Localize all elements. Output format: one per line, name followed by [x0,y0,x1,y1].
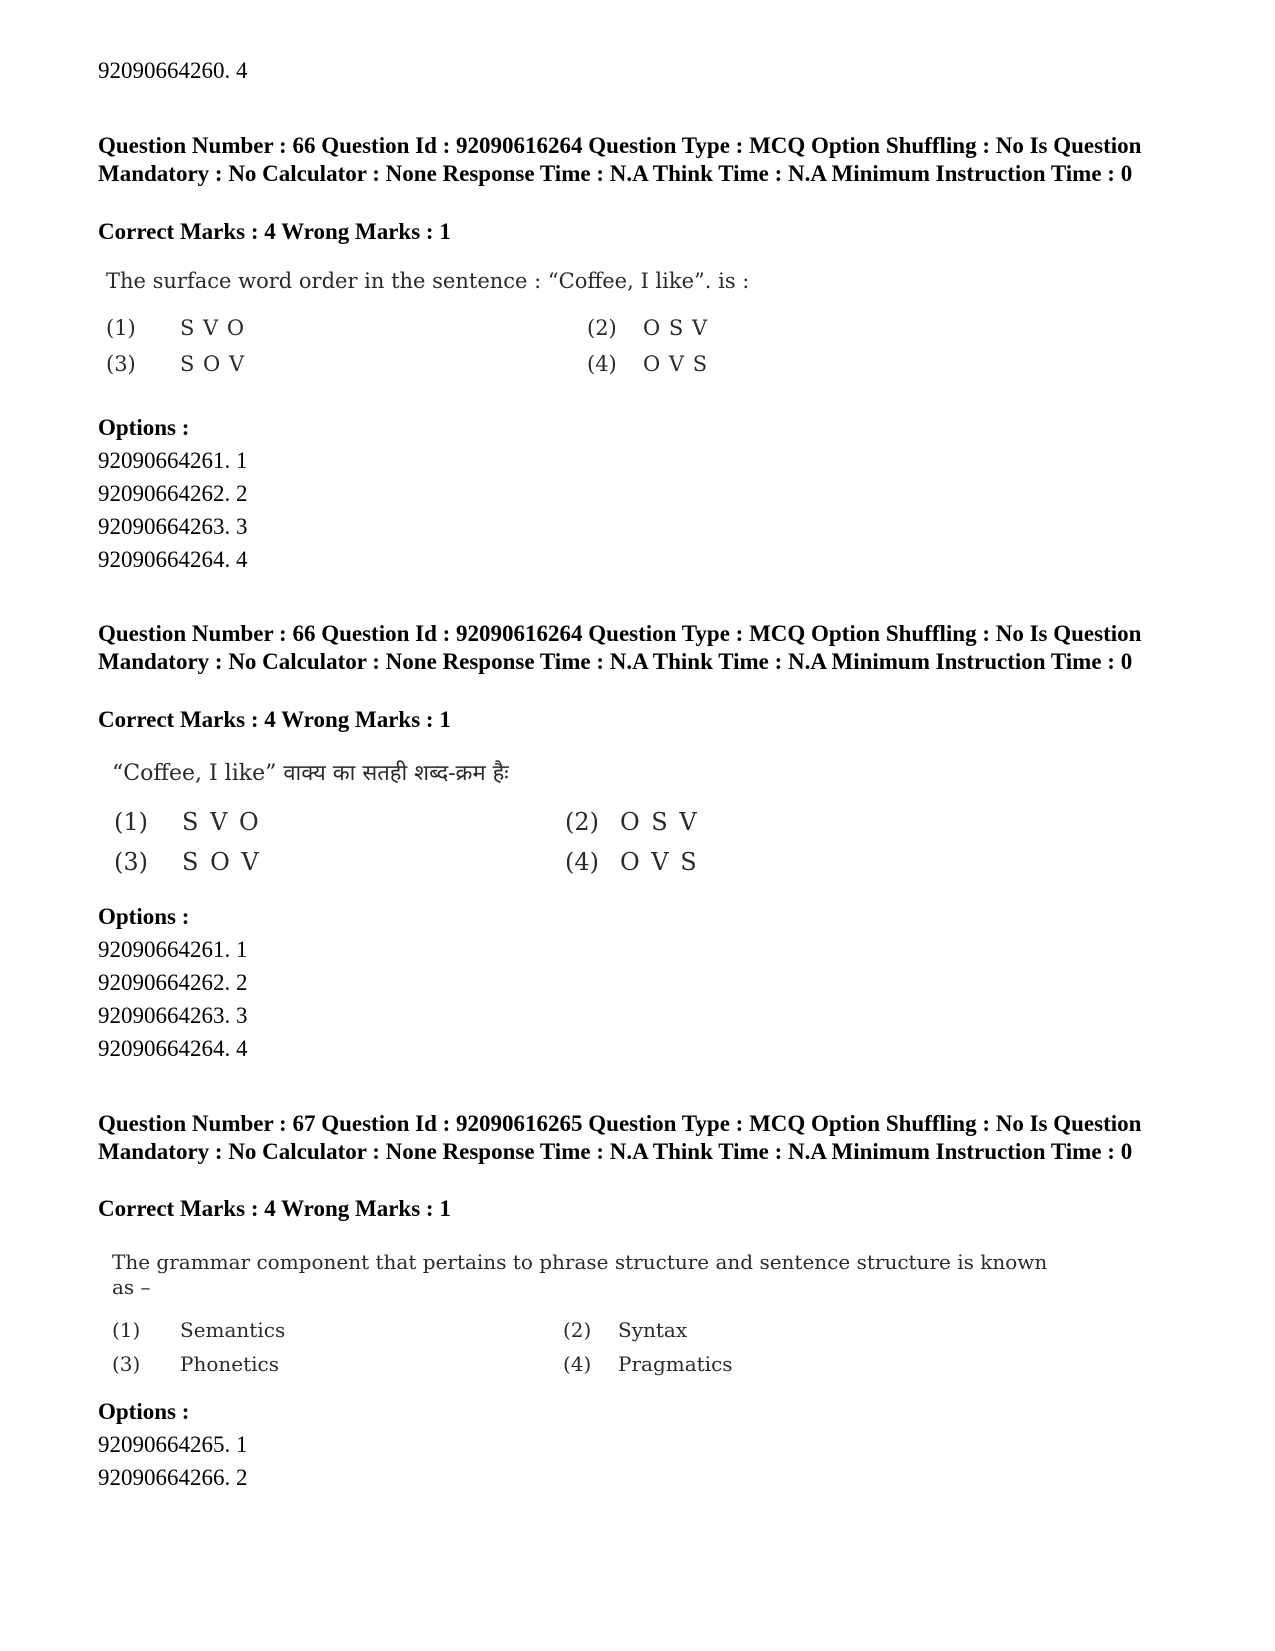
option-line: 92090664266. 2 [98,1465,248,1490]
question-stem-continued: as – [112,1275,151,1299]
question-stem: “Coffee, I like” वाक्य का सतही शब्द-क्रम हैः [112,761,509,786]
options-label: Options : [98,415,190,440]
option-line: 92090664263. 3 [98,1003,248,1028]
choice-text: Pragmatics [618,1352,733,1376]
question-stem: The surface word order in the sentence : “Coffee, I like”. is : [106,269,750,293]
question-meta: Question Number : 66 Question Id : 92090616264 Question Type : MCQ Option Shuffling : No Is Question Mandatory : No Calculator : None Response Time : N.A Think Time : N.A Minimum Instruction Time : 0 [98,133,1142,186]
option-line: 92090664261. 1 [98,448,248,473]
option-line: 92090664260. 4 [98,58,248,83]
choice-number: (3) [106,352,136,376]
choice-text: Phonetics [180,1352,279,1376]
choice-number: (4) [587,352,617,376]
question-meta: Question Number : 67 Question Id : 92090616265 Question Type : MCQ Option Shuffling : No Is Question Mandatory : No Calculator : None Response Time : N.A Think Time : N.A Minimum Instruction Time : 0 [98,1111,1142,1164]
choice-text: O S V [620,808,699,836]
choice-text: Semantics [180,1318,286,1342]
choice-text: S O V [182,848,261,876]
option-line: 92090664264. 4 [98,547,248,572]
choice-number: (2) [565,808,599,836]
choice-text: Syntax [618,1318,688,1342]
option-line: 92090664264. 4 [98,1036,248,1061]
marks-line: Correct Marks : 4 Wrong Marks : 1 [98,707,451,732]
choice-number: (2) [587,316,617,340]
option-line: 92090664265. 1 [98,1432,248,1457]
option-line: 92090664262. 2 [98,481,248,506]
choice-text: S V O [182,808,261,836]
choice-number: (1) [112,1318,141,1342]
choice-number: (3) [114,848,148,876]
choice-number: (1) [114,808,148,836]
question-meta: Question Number : 66 Question Id : 92090616264 Question Type : MCQ Option Shuffling : No Is Question Mandatory : No Calculator : None Response Time : N.A Think Time : N.A Minimum Instruction Time : 0 [98,621,1142,674]
option-line: 92090664261. 1 [98,937,248,962]
choice-number: (4) [565,848,599,876]
question-stem: The grammar component that pertains to phrase structure and sentence structure is known [112,1250,1048,1274]
choice-number: (3) [112,1352,141,1376]
choice-text: S O V [180,352,246,376]
marks-line: Correct Marks : 4 Wrong Marks : 1 [98,219,451,244]
choice-text: O V S [620,848,699,876]
choice-text: O V S [643,352,709,376]
options-label: Options : [98,1399,190,1424]
marks-line: Correct Marks : 4 Wrong Marks : 1 [98,1196,451,1221]
options-label: Options : [98,904,190,929]
choice-text: O S V [643,316,709,340]
option-line: 92090664263. 3 [98,514,248,539]
choice-number: (1) [106,316,136,340]
option-line: 92090664262. 2 [98,970,248,995]
choice-text: S V O [180,316,246,340]
choice-number: (4) [563,1352,592,1376]
choice-number: (2) [563,1318,592,1342]
